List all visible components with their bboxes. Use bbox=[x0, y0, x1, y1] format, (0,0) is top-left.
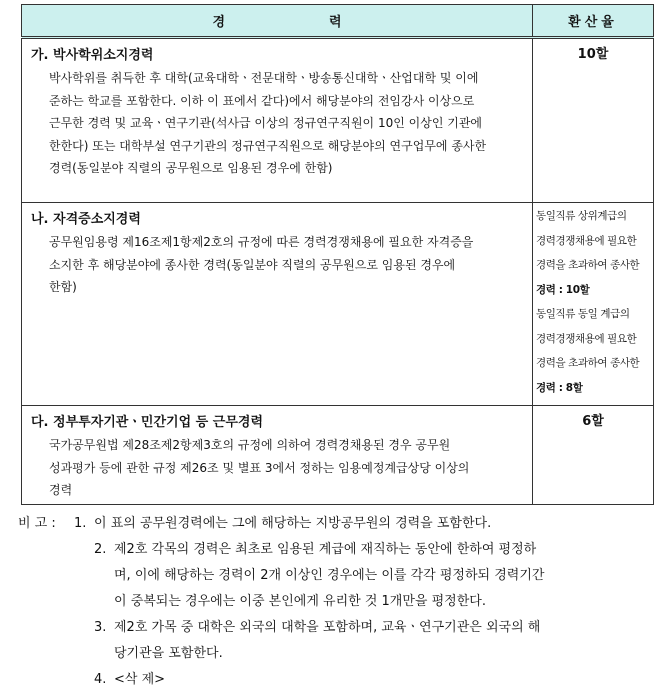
rate-line: 경력경쟁채용에 필요한 bbox=[536, 332, 637, 345]
section-line: 경력(동일분야 직렬의 공무원으로 임용된 경우에 한함) bbox=[49, 161, 333, 175]
career-conversion-table bbox=[21, 4, 654, 505]
section-line: 한한다) 또는 대학부설 연구기관의 정규연구직원으로 해당분야의 연구업무에 종사한 bbox=[49, 138, 487, 153]
remark-number: 4. bbox=[94, 672, 107, 687]
rate-certificate bbox=[533, 203, 654, 406]
remark-line: 제2호 가목 중 대학은 외국의 대학을 포함하며, 교육ㆍ연구기관은 외국의 해 bbox=[114, 620, 541, 635]
remark-line: 이 표의 공무원경력에는 그에 해당하는 지방공무원의 경력을 포함한다. bbox=[94, 516, 492, 531]
remarks-section bbox=[18, 511, 650, 693]
remark-number: 2. bbox=[94, 542, 107, 557]
remark-line: 당기관을 포함한다. bbox=[114, 646, 223, 661]
remark-line: 제2호 각목의 경력은 최초로 임용된 계급에 재직하는 동안에 한하여 평정하 bbox=[114, 542, 537, 557]
section-doctorate bbox=[22, 38, 533, 203]
section-title: 가. 박사학위소지경력 bbox=[31, 48, 154, 63]
remark-line: 이 중복되는 경우에는 이중 본인에게 유리한 것 1개만을 평정한다. bbox=[114, 594, 486, 609]
rate-line: 경력경쟁채용에 필요한 bbox=[536, 234, 637, 247]
header-conversion-rate: 환산율 bbox=[533, 5, 654, 38]
section-line: 성과평가 등에 관한 규정 제26조 및 별표 3에서 정하는 임용예정계급상당 이상의 bbox=[49, 460, 470, 475]
table-row-doctorate bbox=[22, 38, 654, 203]
remark-number: 3. bbox=[94, 620, 107, 635]
rate-line: 경력 : 8할 bbox=[536, 381, 583, 394]
section-line: 공무원임용령 제16조제1항제2호의 규정에 따른 경력경쟁채용에 필요한 자격증을 bbox=[49, 235, 474, 249]
section-line: 한함) bbox=[49, 280, 77, 294]
section-line: 경력 bbox=[49, 483, 73, 497]
rate-line: 경력 : 10할 bbox=[536, 283, 590, 296]
section-line: 박사학위를 취득한 후 대학(교육대학ㆍ전문대학ㆍ방송통신대학ㆍ산업대학 및 이에 bbox=[49, 71, 479, 85]
remark-item-4 bbox=[18, 667, 650, 693]
rate-line: 경력을 초과하여 종사한 bbox=[536, 259, 640, 271]
remark-item-3 bbox=[18, 615, 650, 641]
rate-line: 경력을 초과하여 종사한 bbox=[536, 357, 640, 369]
table-header-row bbox=[22, 5, 654, 38]
remark-item-2 bbox=[18, 537, 650, 563]
rate-line: 동일직류 상위계급의 bbox=[536, 210, 627, 222]
rate-public-enterprise: 6할 bbox=[533, 406, 654, 505]
table-row-public-enterprise bbox=[22, 406, 654, 505]
section-title: 나. 자격증소지경력 bbox=[31, 212, 141, 227]
rate-doctorate: 10할 bbox=[533, 38, 654, 203]
remark-number: 1. bbox=[74, 516, 87, 531]
table-row-certificate bbox=[22, 203, 654, 406]
section-public-enterprise bbox=[22, 406, 533, 505]
section-certificate bbox=[22, 203, 533, 406]
remark-line: <삭 제> bbox=[114, 672, 166, 687]
header-career: 경 력 bbox=[22, 5, 533, 38]
remarks-label: 비 고 : bbox=[18, 516, 56, 531]
section-line: 소지한 후 해당분야에 종사한 경력(동일분야 직렬의 공무원으로 임용된 경우에 bbox=[49, 257, 456, 272]
remark-item-1 bbox=[18, 511, 650, 537]
section-title: 다. 정부투자기관ㆍ민간기업 등 근무경력 bbox=[31, 415, 264, 430]
section-line: 국가공무원법 제28조제2항제3호의 규정에 의하여 경력경채용된 경우 공무원 bbox=[49, 438, 451, 452]
section-line: 근무한 경력 및 교육ㆍ연구기관(석사급 이상의 정규연구직원이 10인 이상인 기관에 bbox=[49, 116, 483, 130]
section-line: 준하는 학교를 포함한다. 이하 이 표에서 같다)에서 해당분야의 전임강사 이상으로 bbox=[49, 93, 475, 108]
remark-line: 며, 이에 해당하는 경력이 2개 이상인 경우에는 이를 각각 평정하되 경력기간 bbox=[114, 568, 545, 583]
rate-line: 동일직류 동일 계급의 bbox=[536, 308, 630, 320]
